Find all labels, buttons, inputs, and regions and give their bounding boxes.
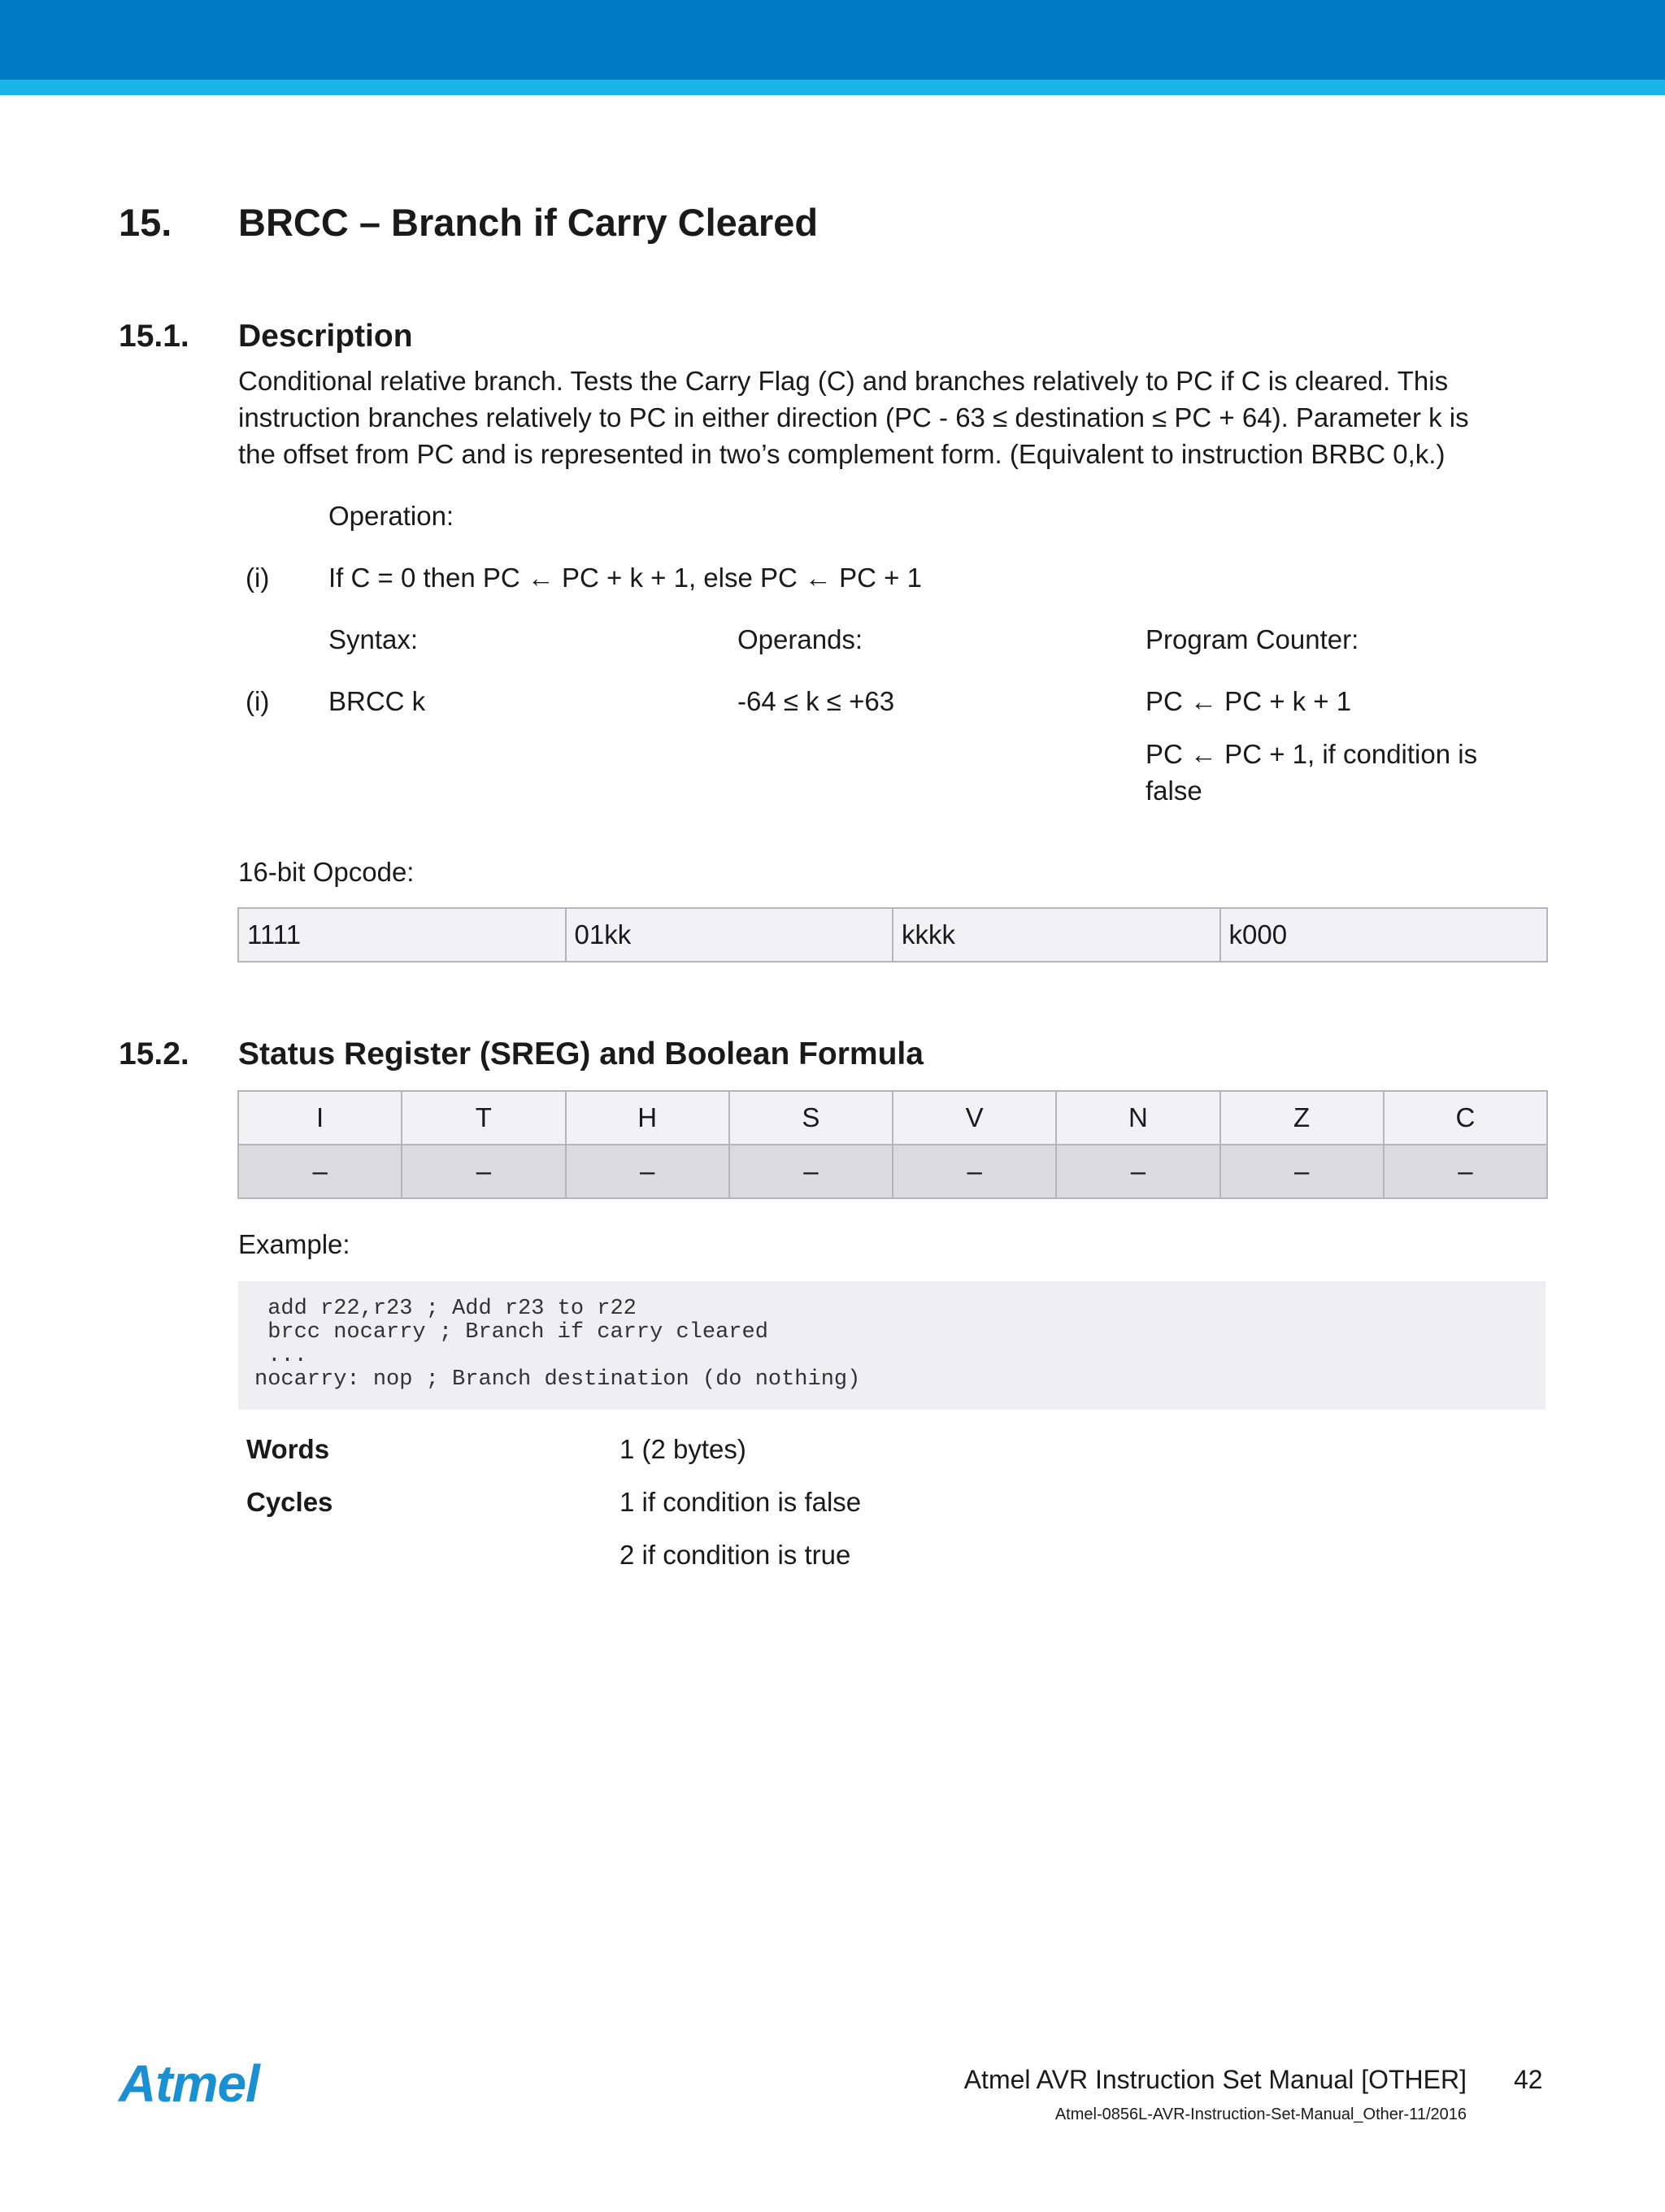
sreg-value: –: [566, 1145, 729, 1198]
description-paragraph: [238, 363, 1555, 472]
sreg-value: –: [729, 1145, 893, 1198]
operation-index: (i): [246, 563, 270, 593]
operands-label: Operands:: [737, 624, 863, 654]
operands-value: -64 ≤ k ≤ +63: [737, 686, 895, 716]
sreg-flags-row: [238, 1091, 1547, 1145]
operation-formula: If C = 0 then PC ← PC + k + 1, else PC ← PC + 1: [328, 563, 922, 593]
sreg-flag: T: [402, 1091, 565, 1145]
footer-manual-title: Atmel AVR Instruction Set Manual [OTHER]: [963, 2065, 1467, 2094]
pc-line-1: PC ← PC + k + 1: [1146, 686, 1352, 716]
code-example: [238, 1281, 1545, 1410]
sreg-flag: V: [893, 1091, 1056, 1145]
sreg-values-row: [238, 1145, 1547, 1198]
opcode-table: [237, 907, 1548, 963]
sreg-flag: Z: [1220, 1091, 1384, 1145]
sreg-flag: I: [238, 1091, 402, 1145]
sreg-flag: C: [1384, 1091, 1547, 1145]
code-line: brcc nocarry ; Branch if carry cleared: [254, 1320, 768, 1345]
words-value: 1 (2 bytes): [619, 1434, 746, 1464]
code-line: ...: [254, 1344, 307, 1368]
code-line: nocarry: nop ; Branch destination (do nothing): [254, 1367, 861, 1392]
sreg-heading: Status Register (SREG) and Boolean Formula: [238, 1036, 924, 1071]
cycles-value-true: 2 if condition is true: [619, 1540, 851, 1570]
pc-line-3: false: [1146, 776, 1202, 806]
example-label: Example:: [238, 1229, 350, 1259]
sreg-flag: N: [1056, 1091, 1219, 1145]
sreg-flag: H: [566, 1091, 729, 1145]
syntax-label: Syntax:: [328, 624, 419, 654]
opcode-cell: kkkk: [893, 908, 1220, 962]
subsection-number-sreg: 15.2.: [119, 1036, 189, 1071]
sreg-value: –: [1384, 1145, 1547, 1198]
atmel-logo: Atmel: [119, 2054, 259, 2113]
subsection-number-description: 15.1.: [119, 319, 189, 354]
program-counter-label: Program Counter:: [1146, 624, 1359, 654]
pc-line-2: PC ← PC + 1, if condition is: [1146, 739, 1478, 769]
opcode-label: 16-bit Opcode:: [238, 857, 415, 887]
footer-doc-id: Atmel-0856L-AVR-Instruction-Set-Manual_Other-11/2016: [1054, 2106, 1467, 2123]
section-number: 15.: [119, 201, 172, 244]
opcode-cell: k000: [1220, 908, 1548, 962]
code-line: add r22,r23 ; Add r23 to r22: [254, 1297, 637, 1321]
sreg-value: –: [1220, 1145, 1384, 1198]
syntax-index: (i): [246, 686, 270, 716]
syntax-value: BRCC k: [328, 686, 426, 716]
description-line-3: the offset from PC and is represented in two’s complement form. (Equivalent to instruction BRBC 0,k.): [238, 439, 1445, 469]
sreg-value: –: [1056, 1145, 1219, 1198]
opcode-cell: 01kk: [566, 908, 893, 962]
operation-label: Operation:: [328, 501, 454, 531]
cycles-label: Cycles: [246, 1487, 333, 1517]
sreg-value: –: [402, 1145, 565, 1198]
header-bar: [0, 0, 1665, 80]
description-heading: Description: [238, 319, 413, 354]
description-line-1: Conditional relative branch. Tests the Carry Flag (C) and branches relatively to PC if C is cleared. This: [238, 366, 1449, 396]
sreg-flag: S: [729, 1091, 893, 1145]
sreg-value: –: [893, 1145, 1056, 1198]
description-line-2: instruction branches relatively to PC in either direction (PC - 63 ≤ destination ≤ PC + 64). Parameter k is: [238, 402, 1469, 432]
page-title: BRCC – Branch if Carry Cleared: [238, 201, 819, 244]
words-label: Words: [246, 1434, 330, 1464]
sreg-table: [237, 1090, 1548, 1199]
cycles-value-false: 1 if condition is false: [619, 1487, 862, 1517]
opcode-cell: 1111: [238, 908, 566, 962]
header-stripe: [0, 80, 1665, 95]
opcode-row: [238, 908, 1547, 962]
sreg-value: –: [238, 1145, 402, 1198]
page-number: 42: [1514, 2065, 1543, 2094]
